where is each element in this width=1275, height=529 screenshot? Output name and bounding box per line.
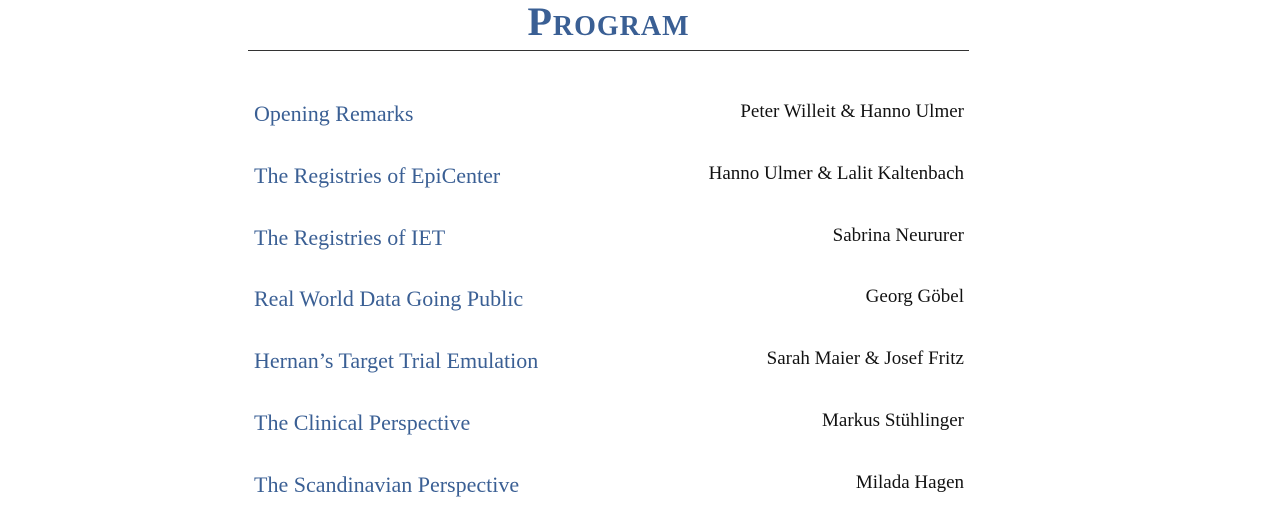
program-topic: The Clinical Perspective <box>254 409 471 435</box>
program-item <box>254 220 964 282</box>
title-divider <box>248 50 969 51</box>
program-topic: Hernan’s Target Trial Emulation <box>254 348 539 374</box>
program-speaker: Markus Stühlinger <box>822 409 964 431</box>
program-topic: The Registries of IET <box>254 224 446 250</box>
program-speaker: Peter Willeit & Hanno Ulmer <box>740 101 964 122</box>
program-speaker: Sarah Maier & Josef Fritz <box>766 348 964 370</box>
program-item <box>254 343 964 405</box>
program-speaker: Georg Göbel <box>865 286 964 308</box>
program-item <box>254 405 964 467</box>
program-topic: The Registries of EpiCenter <box>254 162 501 188</box>
program-item <box>254 96 964 158</box>
page-title: Program <box>527 0 690 44</box>
program-topic: The Scandinavian Perspective <box>254 471 520 497</box>
program-item <box>254 158 964 220</box>
program-item <box>254 281 964 343</box>
program-speaker: Milada Hagen <box>855 471 964 493</box>
program-speaker: Hanno Ulmer & Lalit Kaltenbach <box>708 162 964 184</box>
program-topic: Opening Remarks <box>254 101 414 126</box>
program-list <box>254 96 964 529</box>
program-speaker: Sabrina Neururer <box>832 224 964 246</box>
program-page <box>248 0 969 516</box>
program-item <box>254 467 964 529</box>
program-topic: Real World Data Going Public <box>254 286 524 312</box>
